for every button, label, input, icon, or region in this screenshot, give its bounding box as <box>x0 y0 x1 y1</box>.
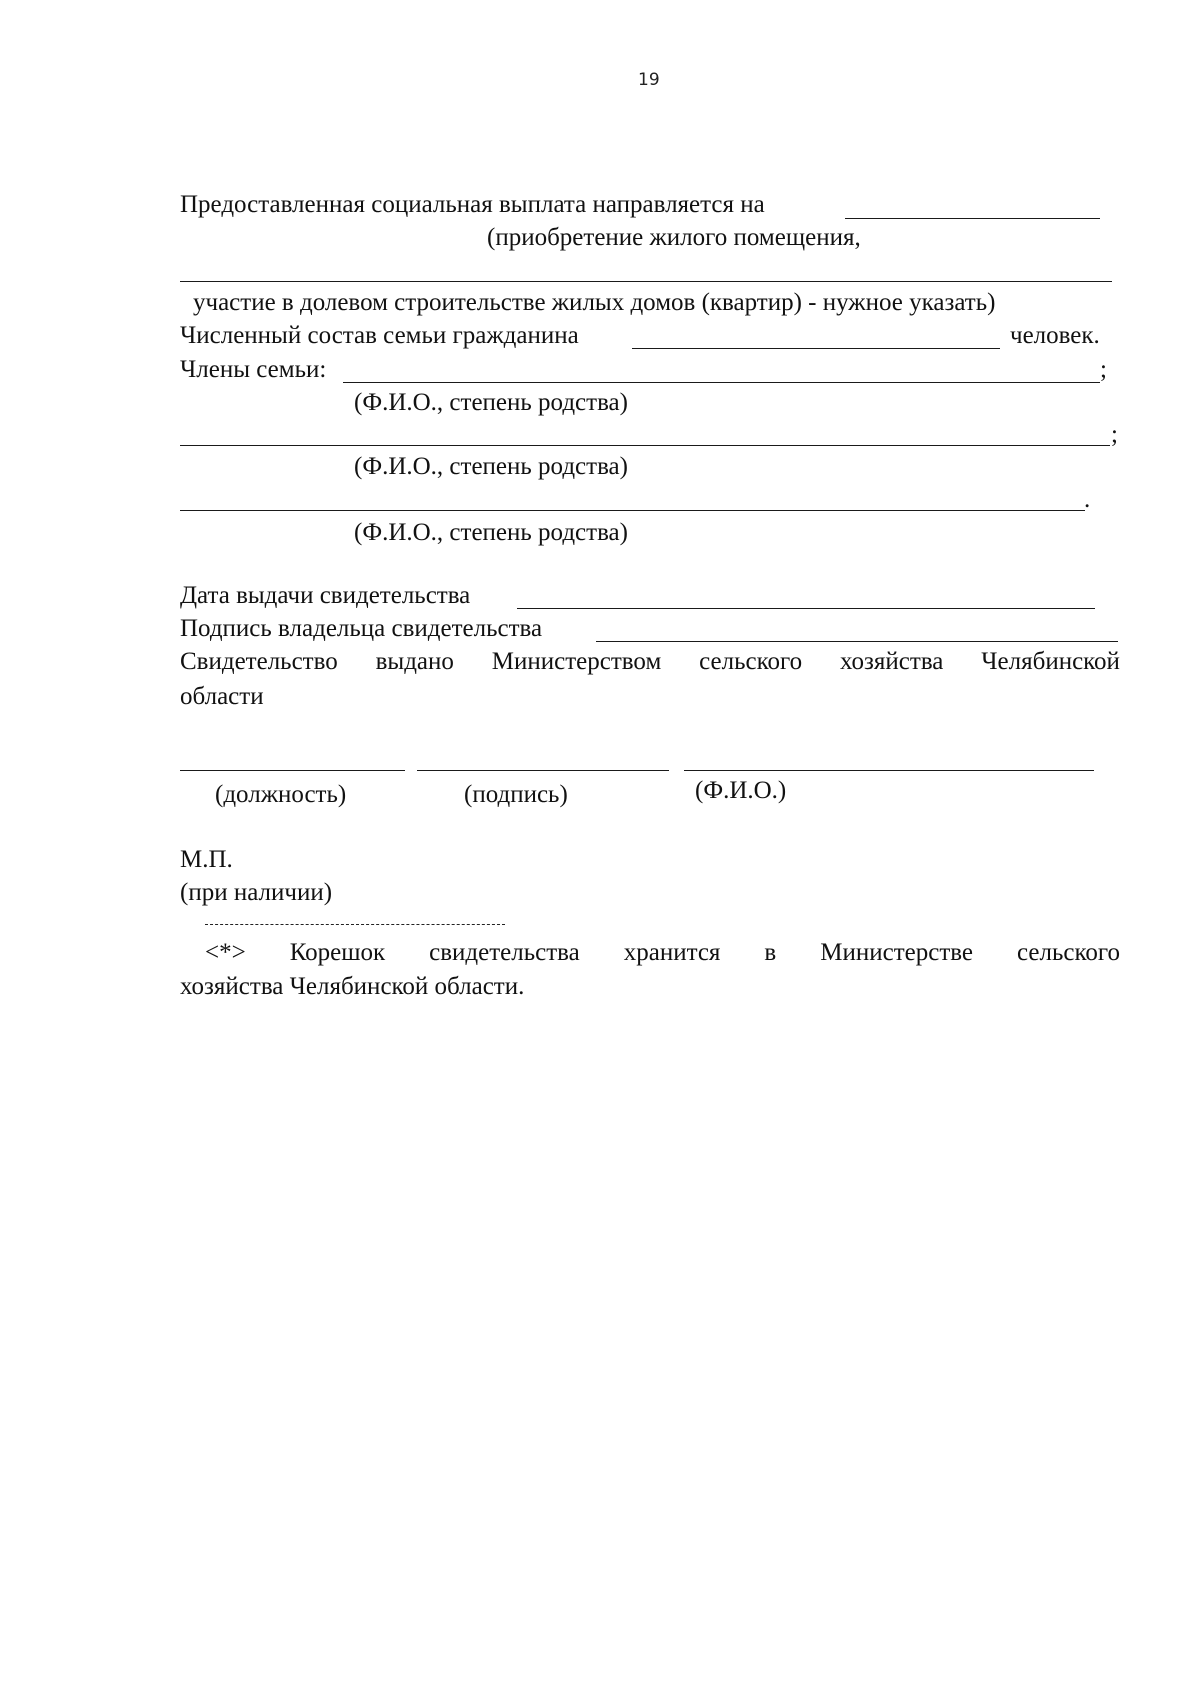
footnote-word: <*> <box>205 939 246 966</box>
family-size-field[interactable] <box>632 348 1000 349</box>
issue-date-field[interactable] <box>517 608 1095 609</box>
family-member-hint-2: (Ф.И.О., степень родства) <box>354 453 628 480</box>
payment-purpose-label: Предоставленная социальная выплата направляется на <box>180 191 765 218</box>
name-field[interactable] <box>684 770 1094 771</box>
footnote-separator <box>205 924 505 925</box>
footnote-line-1 <box>205 940 1120 965</box>
family-member-field-2[interactable] <box>180 445 1110 446</box>
footnote-line-2: хозяйства Челябинской области. <box>180 973 525 1000</box>
payment-purpose-hint-2: участие в долевом строительстве жилых домов (квартир) - нужное указать) <box>193 289 996 316</box>
footnote-word: в <box>764 939 777 966</box>
issued-by-word: выдано <box>375 648 454 675</box>
family-member-field-3[interactable] <box>180 510 1085 511</box>
issued-by-line-1 <box>180 649 1120 674</box>
family-members-label: Члены семьи: <box>180 356 327 383</box>
footnote-word: Министерстве <box>820 939 973 966</box>
issued-by-word: хозяйства <box>840 648 944 675</box>
footnote-word: свидетельства <box>429 939 580 966</box>
family-member-field-1[interactable] <box>343 382 1100 383</box>
stamp-label: М.П. <box>180 846 233 873</box>
footnote-word: хранится <box>623 939 721 966</box>
issue-date-label: Дата выдачи свидетельства <box>180 582 471 609</box>
payment-purpose-field[interactable] <box>845 218 1100 219</box>
issued-by-word: Министерством <box>491 648 662 675</box>
payment-purpose-field-2[interactable] <box>180 281 1112 282</box>
name-label: (Ф.И.О.) <box>695 777 787 804</box>
payment-purpose-hint-1: (приобретение жилого помещения, <box>487 224 861 251</box>
signature-field[interactable] <box>417 770 669 771</box>
issued-by-word: сельского <box>699 648 803 675</box>
issued-by-word: Челябинской <box>981 648 1120 675</box>
stamp-note: (при наличии) <box>180 879 333 906</box>
family-member-end-3: . <box>1084 486 1091 513</box>
family-size-unit: человек. <box>1010 322 1100 349</box>
family-size-label: Численный состав семьи гражданина <box>180 322 579 349</box>
issued-by-word: Свидетельство <box>180 648 338 675</box>
position-field[interactable] <box>180 770 405 771</box>
owner-signature-field[interactable] <box>596 641 1118 642</box>
position-label: (должность) <box>215 781 347 808</box>
family-member-hint-1: (Ф.И.О., степень родства) <box>354 389 628 416</box>
page-number: 19 <box>638 70 660 90</box>
footnote-word: Корешок <box>289 939 386 966</box>
footnote-word: сельского <box>1017 939 1120 966</box>
issued-by-line-2: области <box>180 683 264 710</box>
family-member-end-1: ; <box>1100 356 1107 383</box>
family-member-end-2: ; <box>1111 421 1118 448</box>
family-member-hint-3: (Ф.И.О., степень родства) <box>354 519 628 546</box>
owner-signature-label: Подпись владельца свидетельства <box>180 615 543 642</box>
signature-label: (подпись) <box>464 781 568 808</box>
